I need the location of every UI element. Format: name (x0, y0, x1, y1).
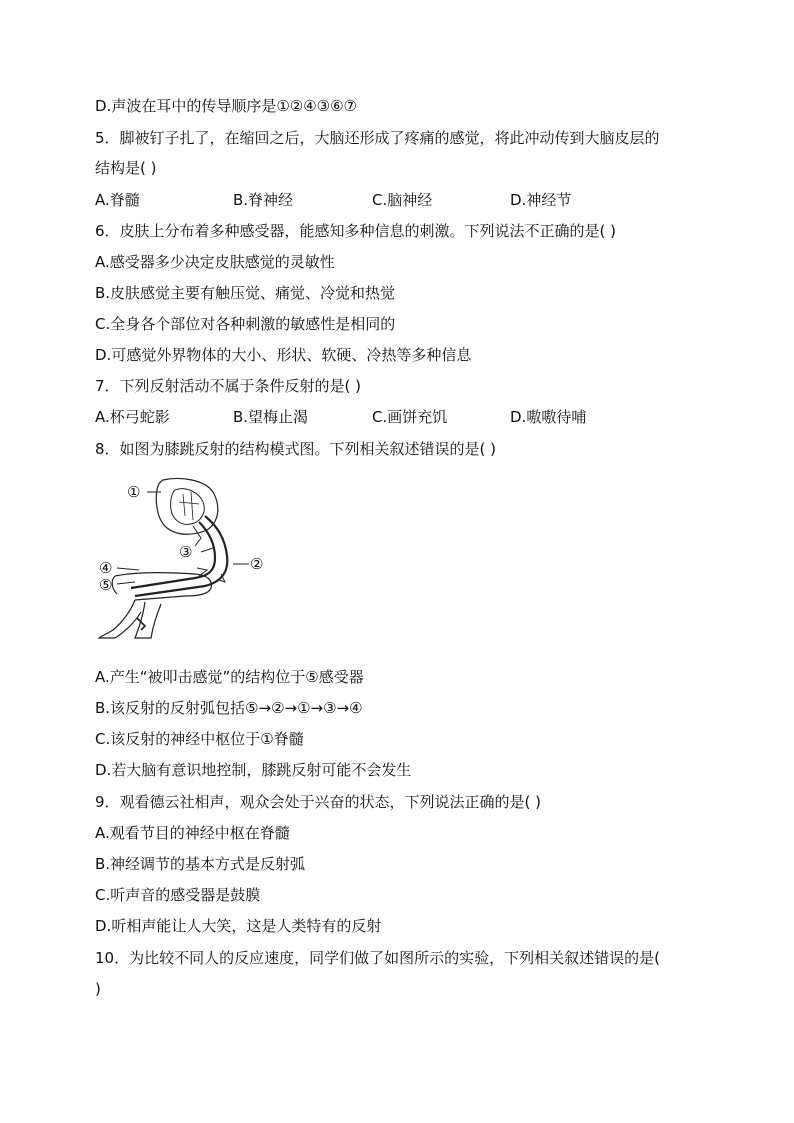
q6-option-d: D.可感觉外界物体的大小、形状、软硬、冷热等多种信息 (95, 346, 472, 364)
q8-option-d: D.若大脑有意识地控制，膝跳反射可能不会发生 (95, 761, 412, 779)
q5-option-d: D.神经节 (510, 191, 572, 209)
q7-stem: 7．下列反射活动不属于条件反射的是( ) (95, 377, 362, 395)
q5-stem-line1: 5．脚被钉子扎了，在缩回之后，大脑还形成了疼痛的感觉，将此冲动传到大脑皮层的 (95, 129, 660, 147)
q5-options (95, 190, 715, 210)
q6-option-a: A.感受器多少决定皮肤感觉的灵敏性 (95, 253, 335, 271)
q9-option-b: B.神经调节的基本方式是反射弧 (95, 855, 306, 873)
q7-option-a: A.杯弓蛇影 (95, 408, 170, 426)
q8-option-c: C.该反射的神经中枢位于①脊髓 (95, 730, 304, 748)
q7-option-b: B.望梅止渴 (233, 408, 309, 426)
q6-option-b: B.皮肤感觉主要有触压觉、痛觉、冷觉和热觉 (95, 284, 396, 302)
spinal-cord-outline (156, 479, 217, 535)
q5-option-b: B.脊神经 (233, 191, 294, 209)
q7-option-d: D.嗷嗷待哺 (510, 408, 587, 426)
q8-stem: 8．如图为膝跳反射的结构模式图。下列相关叙述错误的是( ) (95, 440, 497, 458)
q5-option-c: C.脑神经 (372, 191, 433, 209)
q4-option-d: D.声波在耳中的传导顺序是①②④③⑥⑦ (95, 97, 358, 115)
label-2: ② (250, 555, 264, 573)
gray-matter-outline (171, 489, 205, 525)
reflex-diagram (95, 476, 275, 646)
label-4: ④ (99, 559, 113, 577)
knee-jerk-reflex-figure (95, 476, 275, 646)
label-5: ⑤ (99, 576, 113, 594)
label-3: ③ (179, 543, 193, 561)
q9-stem: 9．观看德云社相声，观众会处于兴奋的状态，下列说法正确的是( ) (95, 793, 542, 811)
q6-option-c: C.全身各个部位对各种刺激的敏感性是相同的 (95, 315, 396, 333)
q10-stem-line2: ) (95, 980, 101, 998)
q8-option-b: B.该反射的反射弧包括⑤→②→①→③→④ (95, 699, 363, 717)
q5-option-a: A.脊髓 (95, 191, 140, 209)
q5-stem-line2: 结构是( ) (95, 159, 157, 177)
q9-option-c: C.听声音的感受器是鼓膜 (95, 886, 261, 904)
lower-leg (99, 600, 141, 638)
q8-option-a: A.产生“被叩击感觉”的结构位于⑤感受器 (95, 668, 364, 686)
q7-options (95, 407, 715, 427)
q9-option-d: D.听相声能让人大笑，这是人类特有的反射 (95, 917, 382, 935)
q6-stem: 6．皮肤上分布着多种感受器，能感知多种信息的刺激。下列说法不正确的是( ) (95, 222, 617, 240)
q9-option-a: A.观看节目的神经中枢在脊髓 (95, 824, 290, 842)
q7-option-c: C.画饼充饥 (372, 408, 448, 426)
label-1: ① (127, 483, 141, 501)
q10-stem-line1: 10．为比较不同人的反应速度，同学们做了如图所示的实验，下列相关叙述错误的是( (95, 949, 660, 967)
